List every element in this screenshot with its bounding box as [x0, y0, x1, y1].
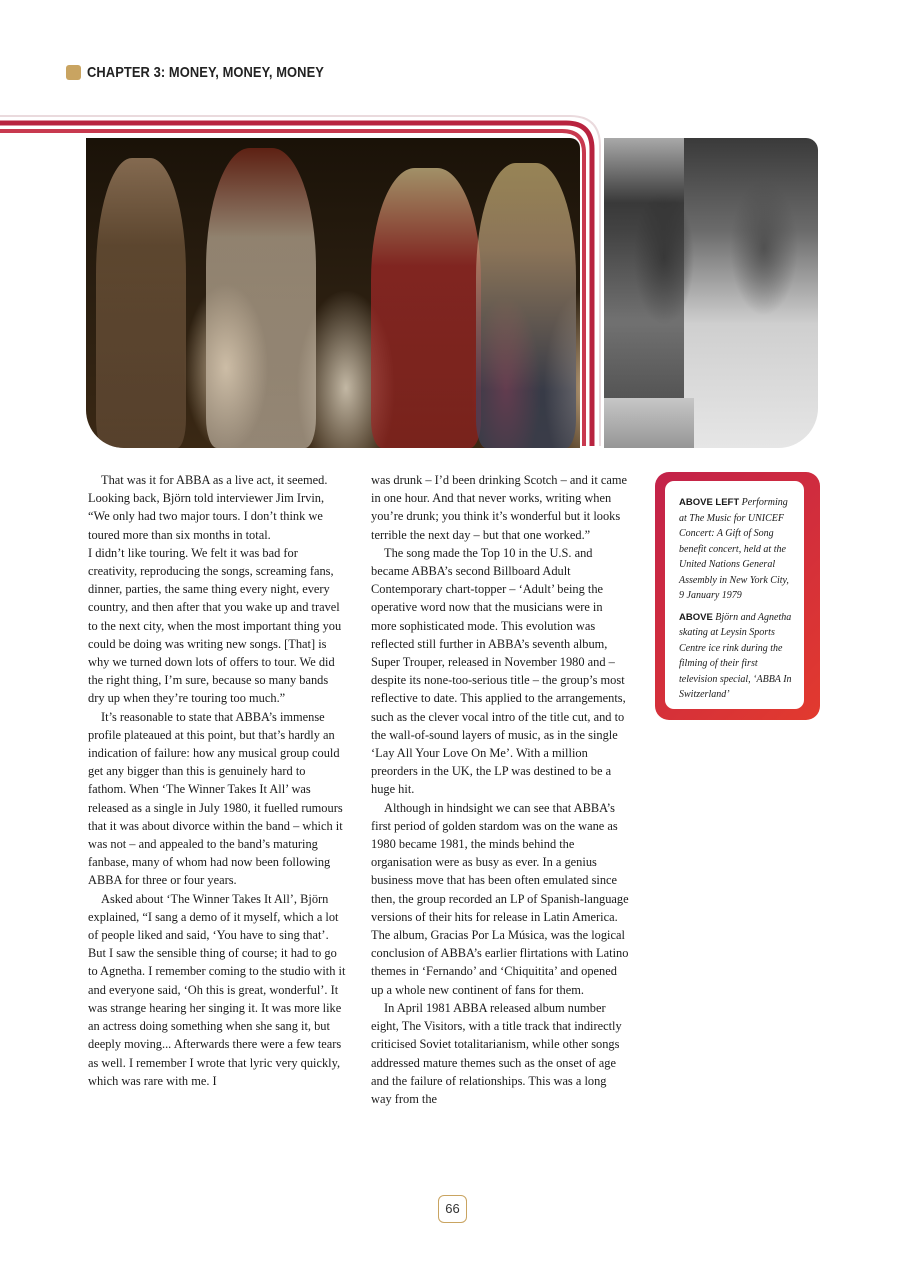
page-number: 66: [438, 1195, 467, 1223]
paragraph: was drunk – I’d been drinking Scotch – and it came in one hour. And that never works, writing when you’re drunk; you think it’s wonderful but it looks terrible the next day – but that one worked.”: [371, 473, 628, 542]
photo-caption-box: [655, 472, 820, 720]
paragraph: Although in hindsight we can see that ABBA’s first period of golden stardom was on the wane as 1980 became 1981, the minds behind the organisation were as busy as ever. In a genius business move that has been often emulated since then, the group recorded an LP of Spanish-language versions of their hits for release in Latin America. The album, Gracias Por La Música, was the logical conclusion of ABBA’s earlier flirtations with Latino themes in ‘Fernando’ and ‘Chiquitita’ and opened up a whole new continent of fans for them.: [371, 800, 629, 997]
paragraph: I didn’t like touring. We felt it was bad for creativity, reproducing the songs, screaming fans, dinner, parties, the same thing every night, every country, and then after that you wake up and travel to the next city, when the most important thing you could be doing was writing new songs. [That] is why we turned down lots of offers to tour. We did the right thing, I’m sure, because so many bands dry up when they’re touring too much.”: [88, 545, 342, 706]
caption-label: ABOVE LEFT: [679, 497, 740, 508]
caption-text: Performing at The Music for UNICEF Concert: A Gift of Song benefit concert, held at the United Nations General Assembly in New York City, 9 January 1979: [679, 497, 789, 601]
paragraph: In April 1981 ABBA released album number eight, The Visitors, with a title track that indirectly criticised Soviet totalitarianism, while other songs addressed mature themes such as the onset of age and the failure of relationships. This was a long way from the: [371, 1000, 622, 1106]
concert-photo: [86, 138, 580, 448]
body-column-2: [371, 471, 629, 1108]
body-column-1: [88, 471, 346, 1090]
figure-benny: [476, 163, 576, 448]
paragraph: It’s reasonable to state that ABBA’s immense profile plateaued at this point, but that’s hardly an indication of failure: how any musical group could get any bigger than this is genuinely hard to fathom. When ‘The Winner Takes It All’ was released as a single in July 1980, it fuelled rumours that it was about divorce within the band – which it was not – and appealed to the band’s maturing fanbase, many of whom had now been following ABBA for three or four years.: [88, 709, 343, 888]
figure-skater-bjorn: [604, 398, 694, 448]
caption-above: [679, 610, 796, 703]
caption-content: [665, 481, 804, 709]
paragraph: Asked about ‘The Winner Takes It All’, Björn explained, “I sang a demo of it myself, which a lot of people liked and said, ‘You have to sing that’. But I saw the sensible thing of course; it had to go to Agnetha. I remember coming to the studio with it and everyone said, ‘Oh this is great, wonderful’. It was strange hearing her singing it. It was more like an actress doing something when she sang it, but deeply moving... Afterwards there were a few tears as well. I remember I wrote that lyric very quickly, which was rare with me. I: [88, 891, 346, 1088]
skating-photo: [604, 138, 818, 448]
caption-above-left: [679, 495, 796, 604]
figure-skater-agnetha: [604, 138, 684, 398]
figure-agnetha: [371, 168, 481, 448]
figure-bjorn: [96, 158, 186, 448]
paragraph: The song made the Top 10 in the U.S. and became ABBA’s second Billboard Adult Contemporary chart-topper – ‘Adult’ being the operative word now that the musicians were in more sophisticated mode. This evolution was reflected still further in ABBA’s seventh album, Super Trouper, released in November 1980 and – despite its none-too-serious title – the group’s most reflective to date. This applied to the arrangements, such as the clever vocal intro of the title cut, and to the wall-of-sound layers of music, as in the single ‘Lay All Your Love On Me’. With a million preorders in the UK, the LP was destined to be a huge hit.: [371, 545, 626, 797]
caption-label: ABOVE: [679, 611, 713, 623]
paragraph: That was it for ABBA as a live act, it seemed. Looking back, Björn told interviewer Jim Irvin, “We only had two major tours. I don’t think we toured more than six months in total.: [88, 473, 328, 542]
figure-frida: [206, 148, 316, 448]
caption-text: Björn and Agnetha skating at Leysin Sports Centre ice rink during the filming of their first television special, ‘ABBA In Switzerland’: [679, 611, 792, 700]
chapter-title: CHAPTER 3: MONEY, MONEY, MONEY: [87, 64, 324, 81]
